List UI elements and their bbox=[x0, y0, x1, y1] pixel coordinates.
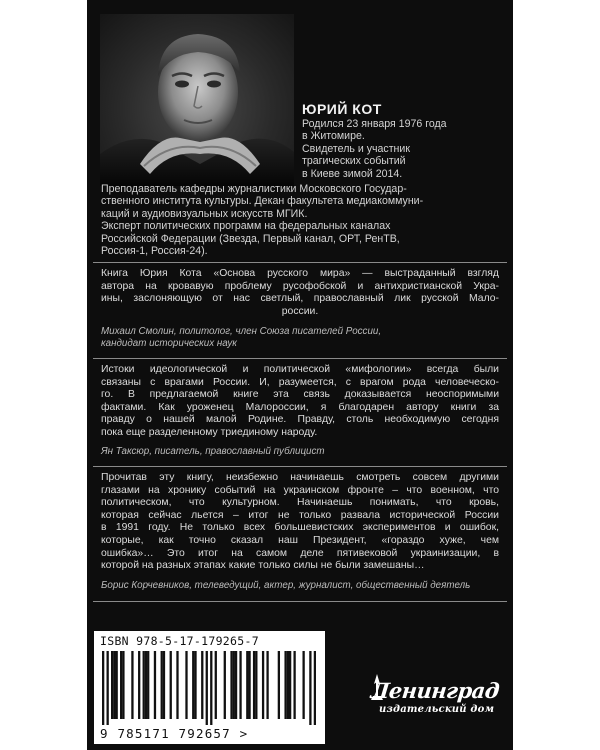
barcode-bar bbox=[201, 651, 203, 719]
quote-line: автора на кровавую проблему русофобской и антихристианской Укра- bbox=[101, 280, 499, 292]
barcode-bar bbox=[120, 651, 122, 719]
barcode-bar bbox=[185, 651, 187, 719]
barcode-bar bbox=[235, 651, 237, 719]
barcode-bar bbox=[278, 651, 280, 719]
attribution-line: Борис Корчевников, телеведущий, актер, журналист, общественный деятель bbox=[101, 580, 471, 591]
barcode-bar bbox=[230, 651, 232, 719]
quote-line: которой на разных этапах какие только силы не были замешаны… bbox=[101, 560, 425, 572]
author-name: ЮРИЙ КОТ bbox=[302, 101, 382, 117]
quote-line: политическом, что культурном. Начинаешь понимать, что кровь, bbox=[101, 497, 499, 509]
quote-line: правду о нашей малой Родине. Правду, столь необходимую сегодня bbox=[101, 414, 499, 426]
bio-line: Свидетель и участник bbox=[302, 142, 410, 155]
barcode-bar bbox=[145, 651, 147, 719]
barcode-bar bbox=[138, 651, 140, 719]
quote-line: Истоки идеологической и политической «мифологии» всегда были bbox=[101, 364, 499, 375]
quote-line: пока еще разделенному триединому народу. bbox=[101, 426, 318, 438]
barcode-bar bbox=[239, 651, 241, 719]
barcode-panel bbox=[94, 631, 325, 744]
barcode-bar bbox=[192, 651, 194, 719]
author-bio-long bbox=[101, 183, 501, 257]
quote-line: которая сейчас льется – итог не только развала исторической России bbox=[101, 509, 499, 521]
author-photo bbox=[100, 14, 294, 186]
quote-line: го. В предлагаемой книге эта связь доказывается неоспоримыми bbox=[101, 389, 499, 401]
quote-line: в 1991 году. Не только всех большевистских экспериментов и ошибок, bbox=[101, 522, 499, 534]
barcode-bar bbox=[253, 651, 255, 719]
barcode-bar bbox=[287, 651, 289, 719]
bio-line: трагических событий bbox=[302, 155, 406, 168]
publisher-name: Ленинград bbox=[369, 678, 501, 703]
barcode-digits: 9 785171 792657 > bbox=[100, 726, 249, 741]
barcode-bar bbox=[284, 651, 286, 719]
review-quote-3 bbox=[101, 472, 499, 573]
isbn-label: ISBN 978-5-17-179265-7 bbox=[100, 634, 259, 648]
barcode-bar bbox=[116, 651, 118, 719]
attribution-line: Михаил Смолин, политолог, член Союза писателей России, bbox=[101, 326, 382, 337]
barcode-bar bbox=[154, 651, 156, 719]
publisher-logo bbox=[371, 666, 501, 728]
bio-line: каций и аудиовизуальных искусств МГИК. bbox=[101, 207, 308, 220]
quote-line: Книга Юрия Кота «Основа русского мира» — выстраданный взгляд bbox=[101, 268, 499, 279]
review-quote-2 bbox=[101, 364, 499, 440]
quote-line: россии. bbox=[281, 305, 319, 317]
bio-line: Родился 23 января 1976 года bbox=[302, 118, 447, 130]
section-divider bbox=[93, 358, 507, 359]
bio-line: в Киеве зимой 2014. bbox=[302, 167, 403, 180]
barcode-bar bbox=[176, 651, 178, 719]
barcode-bar bbox=[246, 651, 248, 719]
barcode-bar bbox=[309, 651, 311, 725]
barcode-bar bbox=[262, 651, 264, 719]
barcode-bar bbox=[314, 651, 316, 725]
barcode-bar bbox=[107, 651, 109, 725]
attribution-line: Ян Таксюр, писатель, православный публицист bbox=[101, 446, 325, 457]
bio-line: Россия-1, Россия-24). bbox=[101, 245, 208, 258]
quote-line: глазами на хронику событий на украинском фронте – что военном, что bbox=[101, 484, 499, 496]
review-attribution-3 bbox=[101, 580, 499, 592]
review-attribution-2 bbox=[101, 446, 499, 458]
barcode-bar bbox=[102, 651, 104, 725]
attribution-line: кандидат исторических наук bbox=[101, 338, 237, 349]
barcode-bar bbox=[194, 651, 196, 719]
barcode-bar bbox=[143, 651, 145, 719]
barcode-bar bbox=[293, 651, 295, 719]
author-portrait-image bbox=[100, 14, 294, 186]
review-quote-1 bbox=[101, 268, 499, 318]
section-divider bbox=[93, 601, 507, 602]
quote-line: связаны с врагами России. И, разумеется, с врагом рода человеческо- bbox=[101, 376, 499, 388]
author-bio-short bbox=[302, 118, 507, 180]
quote-line: которые, как точно сказал наш Президент, «гораздо хуже, чем bbox=[101, 534, 499, 546]
barcode-bar bbox=[266, 651, 268, 719]
bio-line: ственного института культуры. Декан факультета медиакоммуни- bbox=[101, 195, 424, 208]
barcode-bar bbox=[147, 651, 149, 719]
barcode-image bbox=[102, 651, 316, 725]
barcode-bar bbox=[122, 651, 124, 719]
barcode-bar bbox=[248, 651, 250, 719]
barcode-bar bbox=[161, 651, 163, 719]
barcode-bar bbox=[113, 651, 115, 719]
quote-line: ошибка»… Это итог на самом деле пятивековой украинизации, в bbox=[101, 547, 499, 559]
section-divider bbox=[93, 466, 507, 467]
back-cover bbox=[87, 0, 513, 750]
barcode-bar bbox=[224, 651, 226, 719]
bio-line: Эксперт политических программ на федеральных каналах bbox=[101, 220, 391, 233]
section-divider bbox=[93, 262, 507, 263]
barcode-bar bbox=[170, 651, 172, 719]
bio-line: Российской Федерации (Звезда, Первый канал, ОРТ, РенТВ, bbox=[101, 232, 400, 245]
barcode-bar bbox=[206, 651, 208, 725]
barcode-bar bbox=[289, 651, 291, 719]
barcode-bar bbox=[163, 651, 165, 719]
barcode-bar bbox=[302, 651, 304, 719]
barcode-bar bbox=[233, 651, 235, 719]
bio-line: Преподаватель кафедры журналистики Московского Государ- bbox=[101, 183, 407, 195]
bio-line: в Житомире. bbox=[302, 130, 365, 143]
quote-line: фактами. Как уроженец Малороссии, я благодарен автору книги за bbox=[101, 401, 499, 413]
quote-line: ины, заслоняющую от нас светлый, православный лик русской Мало- bbox=[101, 293, 499, 305]
review-attribution-1 bbox=[101, 326, 499, 350]
publisher-subtitle: издательский дом bbox=[379, 704, 495, 715]
quote-line: Прочитав эту книгу, неизбежно начинаешь смотреть совсем другими bbox=[101, 472, 499, 483]
barcode-bar bbox=[215, 651, 217, 719]
barcode-bar bbox=[210, 651, 212, 725]
barcode-bar bbox=[131, 651, 133, 719]
barcode-bar bbox=[111, 651, 113, 719]
barcode-bar bbox=[255, 651, 257, 719]
